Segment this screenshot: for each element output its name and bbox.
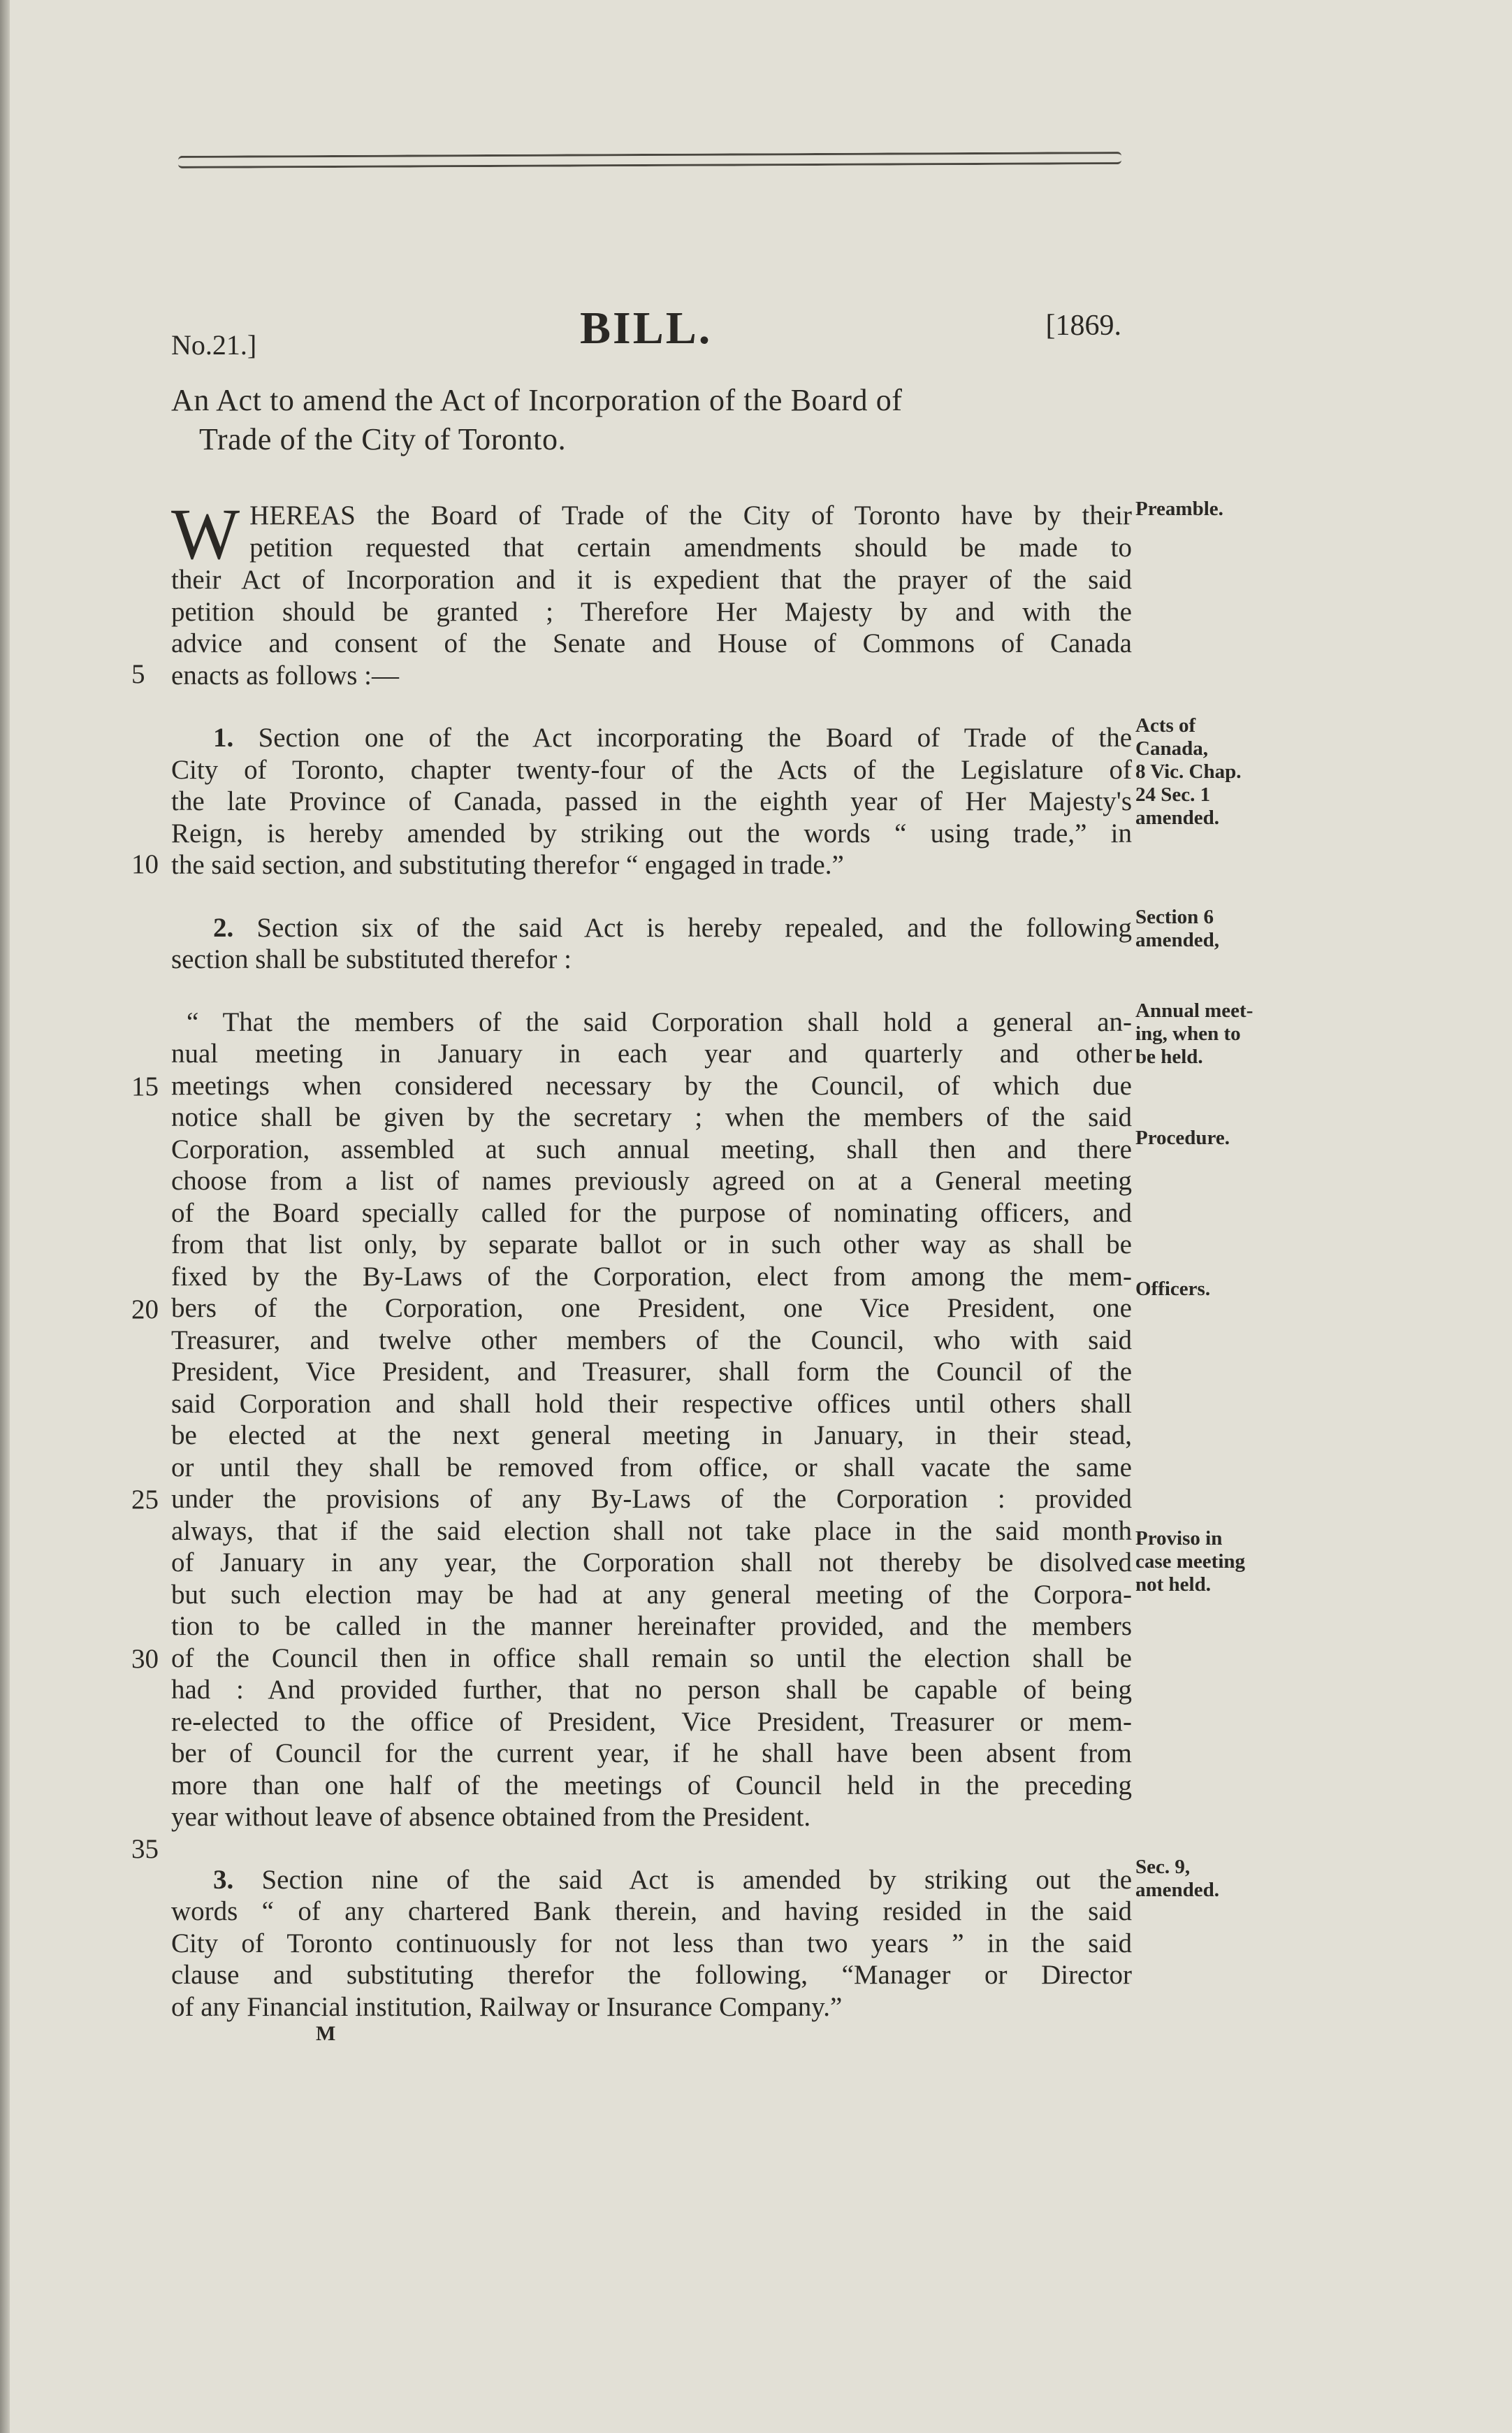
- quoted-line: of January in any year, the Corporation shall not thereby be disolved: [171, 1547, 1132, 1578]
- section-2-number: 2.: [213, 912, 234, 943]
- quoted-line: tion to be called in the manner hereinafter provided, and the members: [171, 1611, 1132, 1641]
- margin-note-acts-of-canada: Acts of Canada, 8 Vic. Chap. 24 Sec. 1 amended.: [1135, 714, 1242, 829]
- quoted-line: notice shall be given by the secretary ; when the members of the said: [171, 1102, 1132, 1132]
- quoted-line: President, Vice President, and Treasurer, shall form the Council of the: [171, 1357, 1132, 1387]
- quoted-line: always, that if the said election shall not take place in the said month: [171, 1515, 1132, 1546]
- margin-note-annual-meeting: Annual meet- ing, when to be held.: [1135, 999, 1253, 1068]
- preamble-paragraph: [171, 494, 1132, 691]
- section-3-line: 3. Section nine of the said Act is amended by striking out the: [213, 1864, 1133, 1895]
- section-2-line: 2. Section six of the said Act is hereby repealed, and the following: [213, 912, 1133, 943]
- signature-mark: M: [316, 2022, 336, 2045]
- line-number: 35: [131, 1834, 159, 1864]
- section-1-line: City of Toronto, chapter twenty-four of the Acts of the Legislature of: [171, 754, 1132, 785]
- section-1-paragraph: [171, 722, 1132, 881]
- section-3-paragraph: [171, 1864, 1132, 2023]
- quoted-line: “ That the members of the said Corporation shall hold a general an-: [187, 1006, 1132, 1037]
- quoted-line: Corporation, assembled at such annual meeting, shall then and there: [171, 1134, 1132, 1164]
- quoted-line: Treasurer, and twelve other members of the Council, who with said: [171, 1324, 1132, 1355]
- quoted-line: of the Council then in office shall remain so until the election shall be: [171, 1643, 1132, 1673]
- margin-note-proviso: Proviso in case meeting not held.: [1135, 1527, 1246, 1596]
- line-number: 10: [131, 849, 159, 879]
- preamble-line: their Act of Incorporation and it is expedient that the prayer of the said: [171, 565, 1132, 595]
- margin-note-sec-9: Sec. 9, amended.: [1135, 1856, 1220, 1901]
- bill-title: BILL.: [580, 303, 713, 354]
- quoted-line: re-elected to the office of President, Vice President, Treasurer or mem-: [171, 1706, 1132, 1737]
- bill-number: No.21.]: [171, 329, 257, 361]
- quoted-line: or until they shall be removed from office, or shall vacate the same: [171, 1452, 1132, 1482]
- quoted-line: nual meeting in January in each year and quarterly and other: [171, 1039, 1132, 1069]
- quoted-line: more than one half of the meetings of Council held in the preceding: [171, 1770, 1132, 1800]
- quoted-line: of the Board specially called for the purpose of nominating officers, and: [171, 1197, 1132, 1228]
- line-number: 15: [131, 1071, 159, 1102]
- section-3-line: City of Toronto continuously for not less than two years ” in the said: [171, 1928, 1132, 1958]
- quoted-line: under the provisions of any By-Laws of the Corporation : provided: [171, 1484, 1132, 1514]
- bill-header: [171, 302, 1121, 365]
- section-2-paragraph: [171, 912, 1132, 976]
- header-double-rule: [178, 152, 1121, 168]
- act-title-line-1: An Act to amend the Act of Incorporation of the Board of: [171, 383, 903, 417]
- preamble-line: petition requested that certain amendments should be made to: [249, 532, 1132, 563]
- quoted-line: bers of the Corporation, one President, one Vice President, one: [171, 1293, 1132, 1323]
- quoted-line: be elected at the next general meeting in January, in their stead,: [171, 1420, 1132, 1450]
- quoted-line: meetings when considered necessary by the Council, of which due: [171, 1070, 1132, 1101]
- preamble-line: HEREAS the Board of Trade of the City of Toronto have by their: [249, 500, 1132, 530]
- quoted-line: choose from a list of names previously agreed on at a General meeting: [171, 1166, 1132, 1196]
- section-3-line: of any Financial institution, Railway or Insurance Company.”: [171, 1991, 843, 2022]
- section-1-number: 1.: [213, 723, 234, 753]
- page-binding-edge: [0, 0, 10, 2433]
- act-title-line-2: Trade of the City of Toronto.: [199, 422, 567, 456]
- margin-note-officers: Officers.: [1135, 1278, 1211, 1300]
- line-number: 30: [131, 1644, 159, 1674]
- section-1-line: the late Province of Canada, passed in the eighth year of Her Majesty's: [171, 786, 1132, 816]
- line-number: 20: [131, 1294, 159, 1324]
- section-2-line: section shall be substituted therefor :: [171, 944, 572, 974]
- quoted-line: but such election may be had at any general meeting of the Corpora-: [171, 1579, 1132, 1610]
- margin-note-preamble: Preamble.: [1135, 498, 1223, 520]
- margin-note-procedure: Procedure.: [1135, 1127, 1230, 1149]
- act-title: [171, 381, 1125, 459]
- quoted-line: had : And provided further, that no person shall be capable of being: [171, 1675, 1132, 1705]
- quoted-line: said Corporation and shall hold their respective offices until others shall: [171, 1388, 1132, 1419]
- line-number: 5: [131, 659, 145, 689]
- section-3-number: 3.: [213, 1864, 234, 1895]
- section-1-line: the said section, and substituting therefor “ engaged in trade.”: [171, 850, 844, 880]
- section-1-line: Reign, is hereby amended by striking out the words “ using trade,” in: [171, 818, 1132, 849]
- bill-year: [1869.: [1045, 310, 1121, 342]
- section-3-line: words “ of any chartered Bank therein, and having resided in the said: [171, 1896, 1132, 1926]
- section-3-line: clause and substituting therefor the following, “Manager or Director: [171, 1960, 1132, 1990]
- quoted-line: ber of Council for the current year, if he shall have been absent from: [171, 1738, 1132, 1768]
- bill-body: [171, 494, 1133, 2023]
- line-number: 25: [131, 1485, 159, 1515]
- margin-note-section-6: Section 6 amended,: [1135, 906, 1220, 951]
- section-1-line: 1. Section one of the Act incorporating the Board of Trade of the: [213, 723, 1132, 753]
- quoted-section-paragraph: [171, 1006, 1132, 1833]
- preamble-line: enacts as follows :—: [171, 660, 400, 691]
- preamble-line: petition should be granted ; Therefore Her Majesty by and with the: [171, 596, 1132, 627]
- quoted-line: fixed by the By-Laws of the Corporation, elect from among the mem-: [171, 1261, 1132, 1292]
- preamble-line: advice and consent of the Senate and House of Commons of Canada: [171, 628, 1132, 658]
- quoted-line: from that list only, by separate ballot or in such other way as shall be: [171, 1229, 1132, 1259]
- preamble-dropcap: W: [171, 494, 240, 575]
- quoted-line: year without leave of absence obtained from the President.: [171, 1802, 811, 1832]
